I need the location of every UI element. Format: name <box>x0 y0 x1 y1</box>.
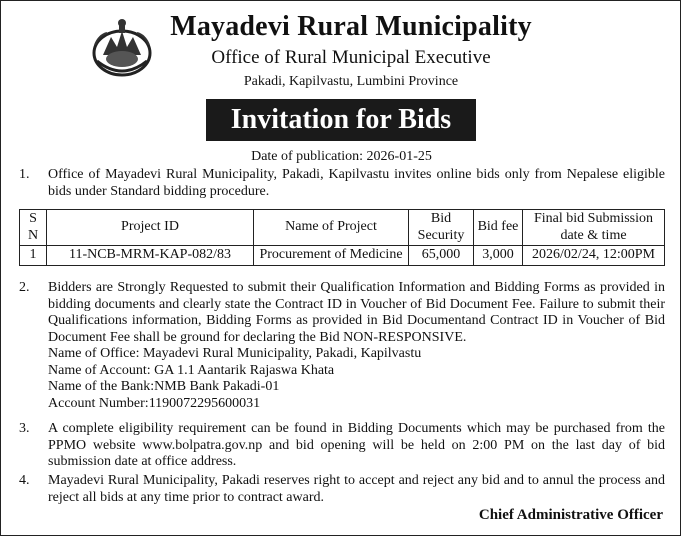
account-number-line: Account Number:1190072295600031 <box>48 395 261 411</box>
cell-bid-security: 65,000 <box>409 246 474 266</box>
office-address: Pakadi, Kapilvastu, Lumbini Province <box>243 74 459 89</box>
col-project-id: Project ID <box>47 210 254 246</box>
cell-project-id: 11-NCB-MRM-KAP-082/83 <box>47 246 254 266</box>
organization-name: Mayadevi Rural Municipality <box>170 11 532 42</box>
signature-title: Chief Administrative Officer <box>478 507 663 523</box>
col-sn: S N <box>20 210 47 246</box>
item-1-number: 1. <box>19 167 30 182</box>
publication-date: Date of publication: 2026-01-25 <box>251 149 432 164</box>
office-name: Office of Rural Municipal Executive <box>211 47 491 68</box>
col-bid-fee: Bid fee <box>474 210 523 246</box>
cell-sn: 1 <box>20 246 47 266</box>
item-4-text: Mayadevi Rural Municipality, Pakadi reserves right to accept and reject any bid and to annul the process and reject all bids at any time prior to contract award. <box>48 473 665 505</box>
cell-bid-fee: 3,000 <box>474 246 523 266</box>
item-3-text: A complete eligibility requirement can be found in Bidding Documents which may be purchased from the PPMO website www.bolpatra.gov.np and bid opening will be held on 2:00 PM on the last day of bid submission date at office address. <box>48 421 665 469</box>
col-project-name: Name of Project <box>254 210 409 246</box>
notice-title: Invitation for Bids <box>206 99 476 141</box>
bid-table-header <box>20 210 665 246</box>
bid-table <box>19 209 665 266</box>
cell-deadline: 2026/02/24, 12:00PM <box>523 246 665 266</box>
item-1-text: Office of Mayadevi Rural Municipality, Pakadi, Kapilvastu invites online bids only from Nepalese eligible bids under Standard bidding procedure. <box>48 167 665 199</box>
bank-name-line: Name of the Bank:NMB Bank Pakadi-01 <box>48 379 280 394</box>
item-2-number: 2. <box>19 280 30 295</box>
account-name-line: Name of Account: GA 1.1 Aantarik Rajaswa Khata <box>48 362 335 378</box>
item-3-number: 3. <box>19 421 30 436</box>
col-bid-security: Bid Security <box>409 210 474 246</box>
item-4-number: 4. <box>19 473 30 488</box>
nepal-government-emblem-icon <box>89 15 155 81</box>
item-2-text: Bidders are Strongly Requested to submit their Qualification Information and Bidding Forms as provided in bidding documents and clearly state the Contract ID in Voucher of Bid Document Fee. Failure to submit their Qualifications information, Bidding Forms as provided in Bid Documentand Contract ID in Voucher of Bid Document Fee shall be ground for declaring the Bid NON-RESPONSIVE. <box>48 280 665 345</box>
cell-project-name: Procurement of Medicine <box>254 246 409 266</box>
table-row <box>20 246 665 266</box>
office-name-line: Name of Office: Mayadevi Rural Municipality, Pakadi, Kapilvastu <box>48 346 422 361</box>
col-deadline: Final bid Submission date & time <box>523 210 665 246</box>
